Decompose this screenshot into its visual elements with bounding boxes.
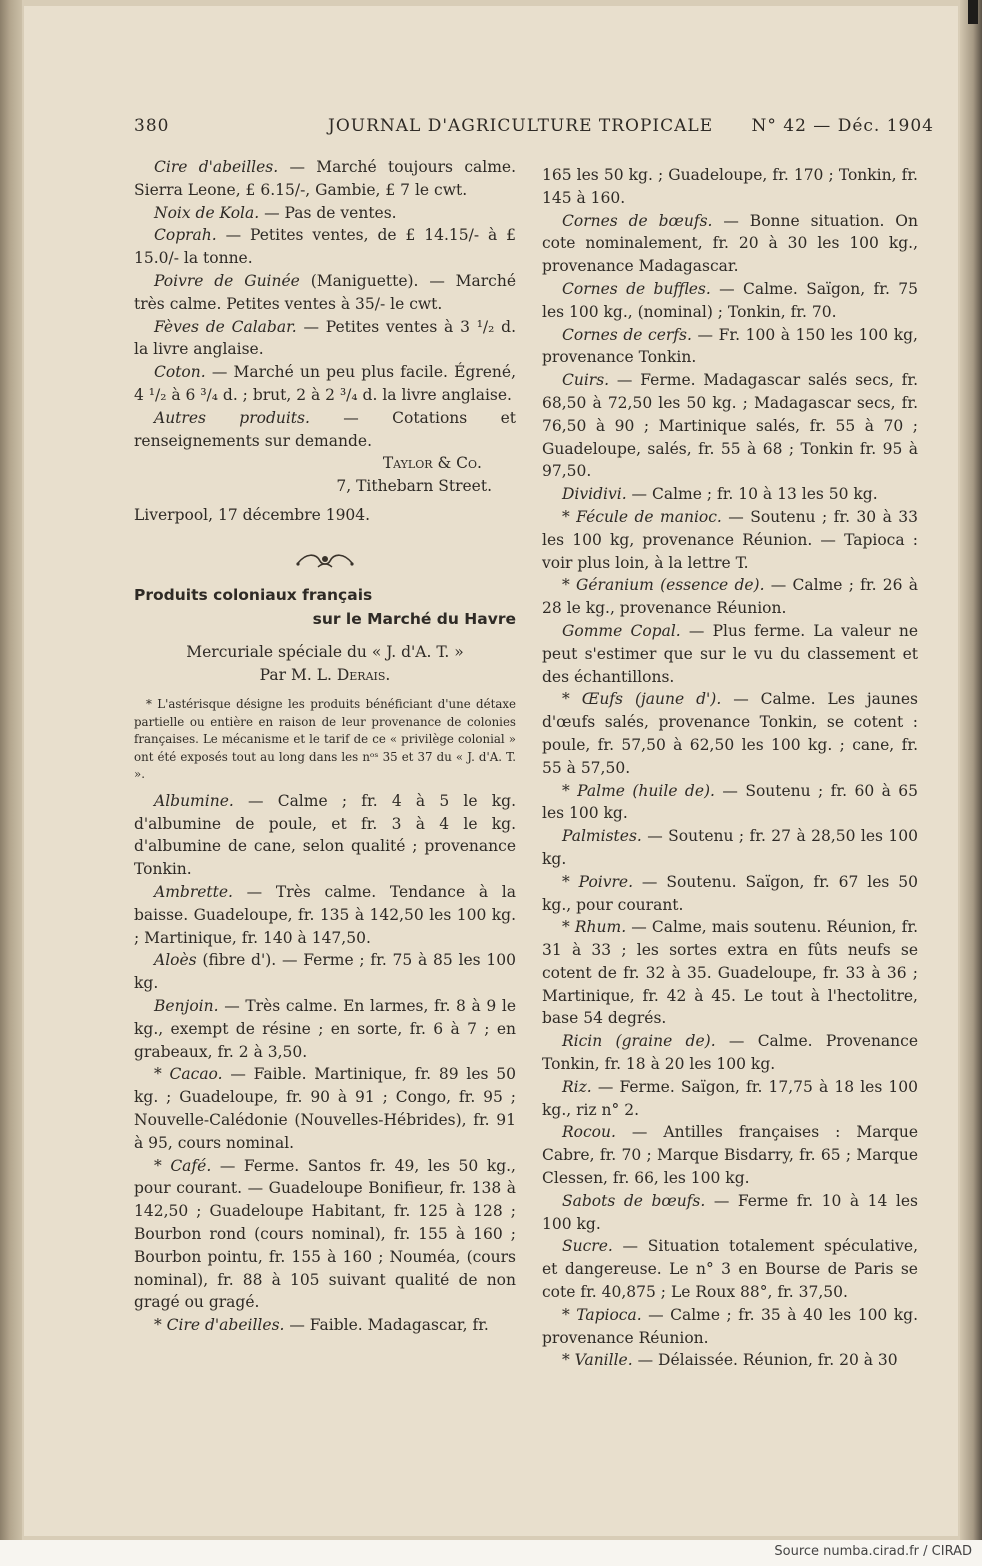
entry-text: — Calme ; fr. 10 à 13 les 50 kg.	[626, 485, 878, 504]
entry-term: * Rhum.	[562, 918, 627, 937]
entry-term: Ambrette.	[154, 883, 233, 902]
entry-term: * Cire d'abeilles.	[154, 1316, 285, 1335]
entry-term: Riz.	[562, 1077, 592, 1096]
entry-term: Albumine.	[154, 791, 234, 810]
signature-address: 7, Tithebarn Street.	[336, 477, 492, 496]
market-entry	[542, 324, 918, 370]
entry-text: — Bonne situation. On cote nominalement, fr. 20 à 30 les 100 kg., provenance Madagascar.	[542, 211, 918, 276]
entry-text: — Soutenu ; fr. 30 à 33 les 100 kg, provenance Réunion. — Tapioca : voir plus loin, à la lettre T.	[542, 507, 918, 572]
market-entry	[542, 780, 918, 826]
entry-term: Sabots de bœufs.	[562, 1191, 706, 1210]
running-header	[134, 116, 934, 142]
entry-term: Gomme Copal.	[562, 621, 681, 640]
entry-term: Coton.	[154, 363, 206, 382]
entry-term: * Palme (huile de).	[562, 781, 715, 800]
market-entry	[542, 1235, 918, 1303]
market-entry	[542, 1121, 918, 1189]
entry-term: Dividivi.	[562, 485, 627, 504]
market-entry	[134, 1155, 516, 1315]
entry-term: * Fécule de manioc.	[562, 507, 722, 526]
report-entry	[134, 316, 516, 362]
entry-term: * Café.	[154, 1156, 212, 1175]
market-entry	[134, 790, 516, 881]
byline-author: Derais.	[336, 665, 391, 684]
market-entry	[134, 1063, 516, 1154]
entry-text: — Plus ferme. La valeur ne peut s'estimer que sur le vu du classement et des échantillons.	[542, 621, 918, 686]
entry-text: — Petites ventes, de £ 14.15/- à £ 15.0/- la tonne.	[134, 226, 516, 268]
section-heading-line2: sur le Marché du Havre	[312, 609, 516, 628]
entry-text: — Fr. 100 à 150 les 100 kg, provenance Tonkin.	[542, 325, 918, 367]
entry-term: Coprah.	[154, 226, 217, 245]
continued-entry: 165 les 50 kg. ; Guadeloupe, fr. 170 ; Tonkin, fr. 145 à 160.	[542, 166, 918, 207]
entry-text: — Faible. Martinique, fr. 89 les 50 kg. ; Guadeloupe, fr. 90 à 91 ; Congo, fr. 95 ; Nouvelle-Calédonie (Nouvelles-Hébrides), fr. 91 à 95, cours nominal.	[134, 1065, 516, 1152]
market-entry	[134, 1314, 516, 1337]
report-entry	[134, 202, 516, 225]
entry-text: — Ferme. Saïgon, fr. 17,75 à 18 les 100 kg., riz n° 2.	[542, 1077, 918, 1119]
report-entry	[134, 224, 516, 270]
entry-text: — Situation totalement spéculative, et dangereuse. Le n° 3 en Bourse de Paris se cote fr. 40,875 ; Le Roux 88°, fr. 37,50.	[542, 1237, 918, 1302]
book-spine-shadow	[0, 0, 22, 1540]
entry-term: * Poivre.	[562, 872, 634, 891]
entry-term: * Vanille.	[562, 1351, 633, 1370]
page-number: 380	[134, 116, 170, 136]
market-entries-right	[542, 210, 918, 1373]
market-entry	[542, 1349, 918, 1372]
entry-term: Poivre de Guinée	[154, 271, 300, 290]
entry-text: — Cotations et renseignements sur demande.	[134, 408, 516, 450]
fleuron-icon	[290, 549, 360, 571]
market-entry	[542, 1076, 918, 1122]
entry-term: Aloès	[154, 951, 197, 970]
right-column	[542, 164, 918, 1372]
entry-text: — Calme. Provenance Tonkin, fr. 18 à 20 les 100 kg.	[542, 1032, 918, 1074]
entry-text: — Ferme. Santos fr. 49, les 50 kg., pour courant. — Guadeloupe Bonifieur, fr. 138 à 142,50 ; Guadeloupe Habitant, fr. 125 à 128 ; Bourbon rond (cours nominal), fr. 155 à 160 ; Bourbon pointu, fr. 155 à 160 ; Nouméa, (cours nominal), fr. 88 à 105 suivant qualité de non gragé ou gragé.	[134, 1156, 516, 1312]
market-entry	[542, 278, 918, 324]
asterisk-note: * L'astérisque désigne les produits bénéficiant d'une détaxe partielle ou entière en raison de leur provenance de colonies françaises. Le mécanisme et le tarif de ce « privilège colonial » ont été exposés tout au long dans les nᵒˢ 35 et 37 du « J. d'A. T. ».	[134, 697, 516, 782]
report-entry	[134, 361, 516, 407]
entry-text: (Maniguette). — Marché très calme. Petites ventes à 35/- le cwt.	[134, 271, 517, 313]
market-entry	[542, 825, 918, 871]
page-sheet	[24, 6, 958, 1536]
dateline: Liverpool, 17 décembre 1904.	[134, 505, 371, 524]
entry-term: Sucre.	[562, 1237, 613, 1256]
entry-text: — Soutenu ; fr. 27 à 28,50 les 100 kg.	[542, 827, 918, 868]
entry-text: — Ferme. Madagascar salés secs, fr. 68,50 à 72,50 les 50 kg. ; Madagascar secs, fr. 76,50 à 90 ; Martinique salés, fr. 55 à 70 ; Guadeloupe, salés, fr. 55 à 68 ; Tonkin fr. 95 à 97,50.	[542, 371, 918, 481]
entry-term: Ricin (graine de).	[562, 1032, 716, 1051]
market-entry	[542, 483, 918, 506]
signature-firm: Taylor & Co.	[382, 454, 482, 473]
report-entry	[134, 407, 516, 453]
entry-text: — Calme ; fr. 26 à 28 le kg., provenance Réunion.	[542, 576, 918, 618]
entry-term: Cornes de cerfs.	[562, 325, 692, 344]
entry-term: Cuirs.	[562, 371, 610, 390]
entry-text: — Pas de ventes.	[259, 203, 397, 222]
issue-info: N° 42 — Déc. 1904	[751, 116, 934, 136]
entry-term: Noix de Kola.	[154, 203, 260, 222]
page-edge-shadow	[960, 0, 982, 1540]
entry-text: — Ferme fr. 10 à 14 les 100 kg.	[542, 1191, 918, 1233]
entry-text: — Faible. Madagascar, fr.	[284, 1316, 489, 1335]
entry-text: (fibre d'). — Ferme ; fr. 75 à 85 les 100 kg.	[134, 951, 516, 993]
entry-text: — Calme ; fr. 4 à 5 le kg. d'albumine de poule, et fr. 3 à 4 le kg. d'albumine de cane, selon qualité ; provenance Tonkin.	[134, 791, 516, 879]
report-entry	[134, 270, 516, 316]
entry-term: Rocou.	[562, 1123, 616, 1142]
byline-prefix: Par M. L.	[259, 665, 337, 684]
market-entry	[542, 1304, 918, 1350]
page-tab-marker	[968, 0, 978, 24]
entry-term: * Œufs (jaune d').	[562, 690, 722, 709]
entry-text: — Soutenu ; fr. 60 à 65 les 100 kg.	[542, 781, 918, 823]
market-entry	[542, 574, 918, 620]
entry-text: — Soutenu. Saïgon, fr. 67 les 50 kg., pour courant.	[542, 872, 918, 914]
entry-text: — Calme. Saïgon, fr. 75 les 100 kg., (nominal) ; Tonkin, fr. 70.	[542, 279, 918, 321]
entry-term: * Cacao.	[154, 1065, 223, 1084]
entry-term: Autres produits.	[154, 408, 310, 427]
entry-term: Fèves de Calabar.	[154, 317, 297, 336]
section-subtitle: Mercuriale spéciale du « J. d'A. T. »	[186, 642, 464, 661]
entry-text: — Marché toujours calme. Sierra Leone, £ 6.15/-, Gambie, £ 7 le cwt.	[134, 158, 516, 199]
market-entries-left	[134, 790, 516, 1337]
entry-text: — Très calme. Tendance à la baisse. Guadeloupe, fr. 135 à 142,50 les 100 kg. ; Martinique, fr. 140 à 147,50.	[134, 883, 516, 947]
fleuron-ornament	[134, 549, 516, 571]
market-entry	[542, 620, 918, 688]
left-column	[134, 156, 516, 1337]
market-entry	[134, 949, 516, 995]
entry-term: Cire d'abeilles.	[154, 158, 279, 176]
entry-term: Cornes de buffles.	[562, 279, 711, 298]
entry-text: — Petites ventes à 3 ¹/₂ d. la livre anglaise.	[134, 317, 516, 359]
entry-term: Benjoin.	[154, 997, 219, 1016]
market-entry	[542, 369, 918, 483]
entry-text: — Très calme. En larmes, fr. 8 à 9 le kg., exempt de résine ; en sorte, fr. 6 à 7 ; en grabeaux, fr. 2 à 3,50.	[134, 997, 516, 1061]
market-entry	[542, 916, 918, 1030]
report-entry	[134, 156, 516, 202]
section-heading: Produits coloniaux français	[134, 585, 373, 604]
entry-text: — Délaissée. Réunion, fr. 20 à 30	[632, 1351, 898, 1370]
source-credit: Source numba.cirad.fr / CIRAD	[774, 1544, 972, 1559]
entry-term: Palmistes.	[562, 827, 642, 846]
entry-text: — Marché un peu plus facile. Égrené, 4 ¹/₂ à 6 ³/₄ d. ; brut, 2 à 2 ³/₄ d. la livre anglaise.	[134, 363, 516, 404]
market-entry	[134, 995, 516, 1063]
entry-text: — Antilles françaises : Marque Cabre, fr. 70 ; Marque Bisdarry, fr. 65 ; Marque Clessen, fr. 66, les 100 kg.	[542, 1123, 918, 1188]
entry-text: — Calme, mais soutenu. Réunion, fr. 31 à 33 ; les sortes extra en fûts neufs se cotent de fr. 32 à 35. Guadeloupe, fr. 33 à 36 ; Martinique, fr. 42 à 45. Le tout à l'hectolitre, base 54 degrés.	[542, 918, 919, 1028]
entry-term: Cornes de bœufs.	[562, 211, 713, 230]
liverpool-report	[134, 156, 516, 452]
market-entry	[542, 506, 918, 574]
market-entry	[542, 210, 918, 278]
market-entry	[542, 688, 918, 779]
entry-text: — Calme. Les jaunes d'œufs salés, provenance Tonkin, se cotent : poule, fr. 57,50 à 62,50 les 100 kg. ; cane, fr. 55 à 57,50.	[542, 690, 918, 777]
market-entry	[542, 871, 918, 917]
entry-term: * Géranium (essence de).	[562, 576, 765, 595]
byline	[134, 664, 516, 687]
entry-term: * Tapioca.	[562, 1305, 642, 1324]
market-entry	[134, 881, 516, 949]
entry-text: — Calme ; fr. 35 à 40 les 100 kg. provenance Réunion.	[542, 1305, 919, 1347]
journal-title: JOURNAL D'AGRICULTURE TROPICALE	[328, 116, 714, 136]
market-entry	[542, 1190, 918, 1236]
market-entry	[542, 1030, 918, 1076]
